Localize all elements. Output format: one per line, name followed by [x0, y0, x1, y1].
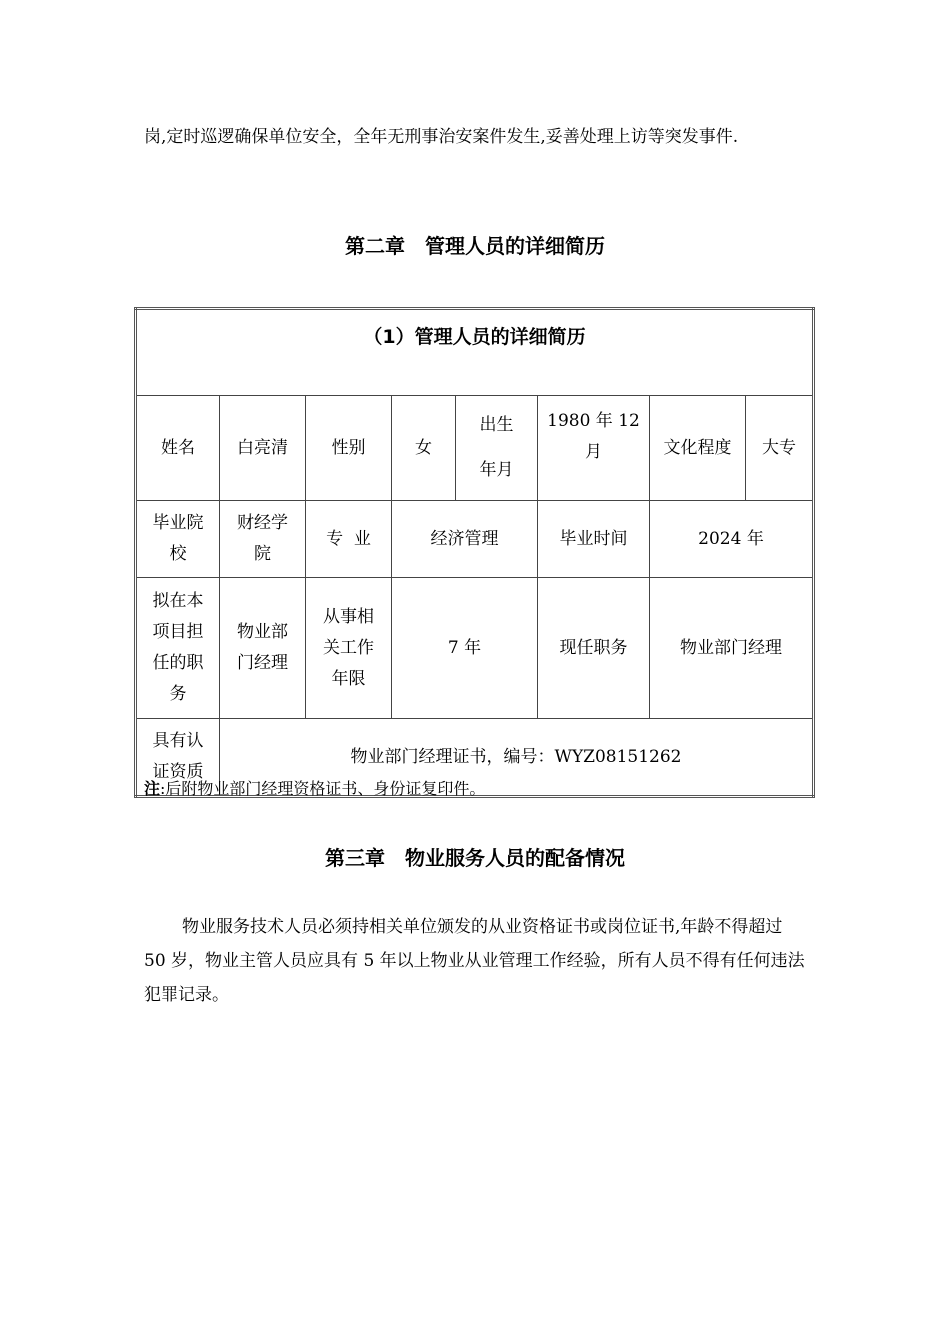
education-value: 大专 — [746, 396, 814, 501]
chapter3-title: 第三章 物业服务人员的配备情况 — [325, 846, 625, 870]
school-label — [136, 501, 220, 578]
school-label-line: 毕业院 — [152, 513, 204, 533]
grad-time-label: 毕业时间 — [538, 501, 650, 578]
cert-label-line: 证资质 — [152, 762, 204, 782]
birth-value-line: 1980 年 12 — [547, 411, 640, 431]
years-label-line: 年限 — [331, 668, 366, 689]
grad-time-value: 2024 年 — [650, 501, 814, 578]
paragraph-top: 岗,定时巡逻确保单位安全，全年无刑事治安案件发生,妥善处理上访等突发事件. — [144, 127, 739, 147]
paragraph-bottom: 物业服务技术人员必须持相关单位颁发的从业资格证书或岗位证书,年龄不得超过 50 岁，物业主管人员应具有 5 年以上物业从业管理工作经验，所有人员不得有任何违法犯罪记录。 — [144, 917, 805, 1005]
major-label: 专 业 — [306, 501, 392, 578]
major-value: 经济管理 — [392, 501, 538, 578]
years-label — [306, 578, 392, 719]
note-label: 注 — [144, 779, 161, 798]
note-text: :后附物业部门经理资格证书、身份证复印件。 — [160, 779, 486, 798]
position-label-line: 拟在本 — [152, 591, 204, 611]
name-label: 姓名 — [136, 396, 220, 501]
position-label-line: 任的职 — [152, 653, 204, 673]
birth-label-line: 年月 — [479, 460, 514, 480]
cert-label-line: 具有认 — [152, 731, 204, 751]
gender-label: 性别 — [306, 396, 392, 501]
position-label — [136, 578, 220, 719]
years-label-line: 关工作 — [323, 637, 374, 658]
chapter2-title: 第二章 管理人员的详细简历 — [345, 234, 605, 258]
position-value — [220, 578, 306, 719]
name-value: 白亮清 — [220, 396, 306, 501]
table-note — [144, 777, 485, 801]
education-label: 文化程度 — [650, 396, 746, 501]
years-label-line: 从事相 — [323, 606, 374, 627]
school-value-line: 院 — [254, 544, 271, 564]
school-value — [220, 501, 306, 578]
school-value-line: 财经学 — [237, 513, 288, 533]
birth-value-line: 月 — [585, 442, 602, 462]
current-position-label: 现任职务 — [538, 578, 650, 719]
birth-value — [538, 396, 650, 501]
position-value-line: 门经理 — [237, 653, 288, 673]
resume-table — [134, 307, 815, 798]
current-position-value: 物业部门经理 — [650, 578, 814, 719]
cert-value: 物业部门经理证书，编号：WYZ08151262 — [220, 719, 814, 797]
gender-value: 女 — [392, 396, 456, 501]
years-value: 7 年 — [392, 578, 538, 719]
birth-label-line: 出生 — [479, 415, 514, 435]
position-label-line: 务 — [169, 684, 187, 704]
position-label-line: 项目担 — [152, 622, 204, 642]
position-value-line: 物业部 — [237, 622, 288, 642]
school-label-line: 校 — [169, 544, 187, 564]
birth-label — [456, 396, 538, 501]
table-title: （1）管理人员的详细简历 — [136, 309, 814, 396]
